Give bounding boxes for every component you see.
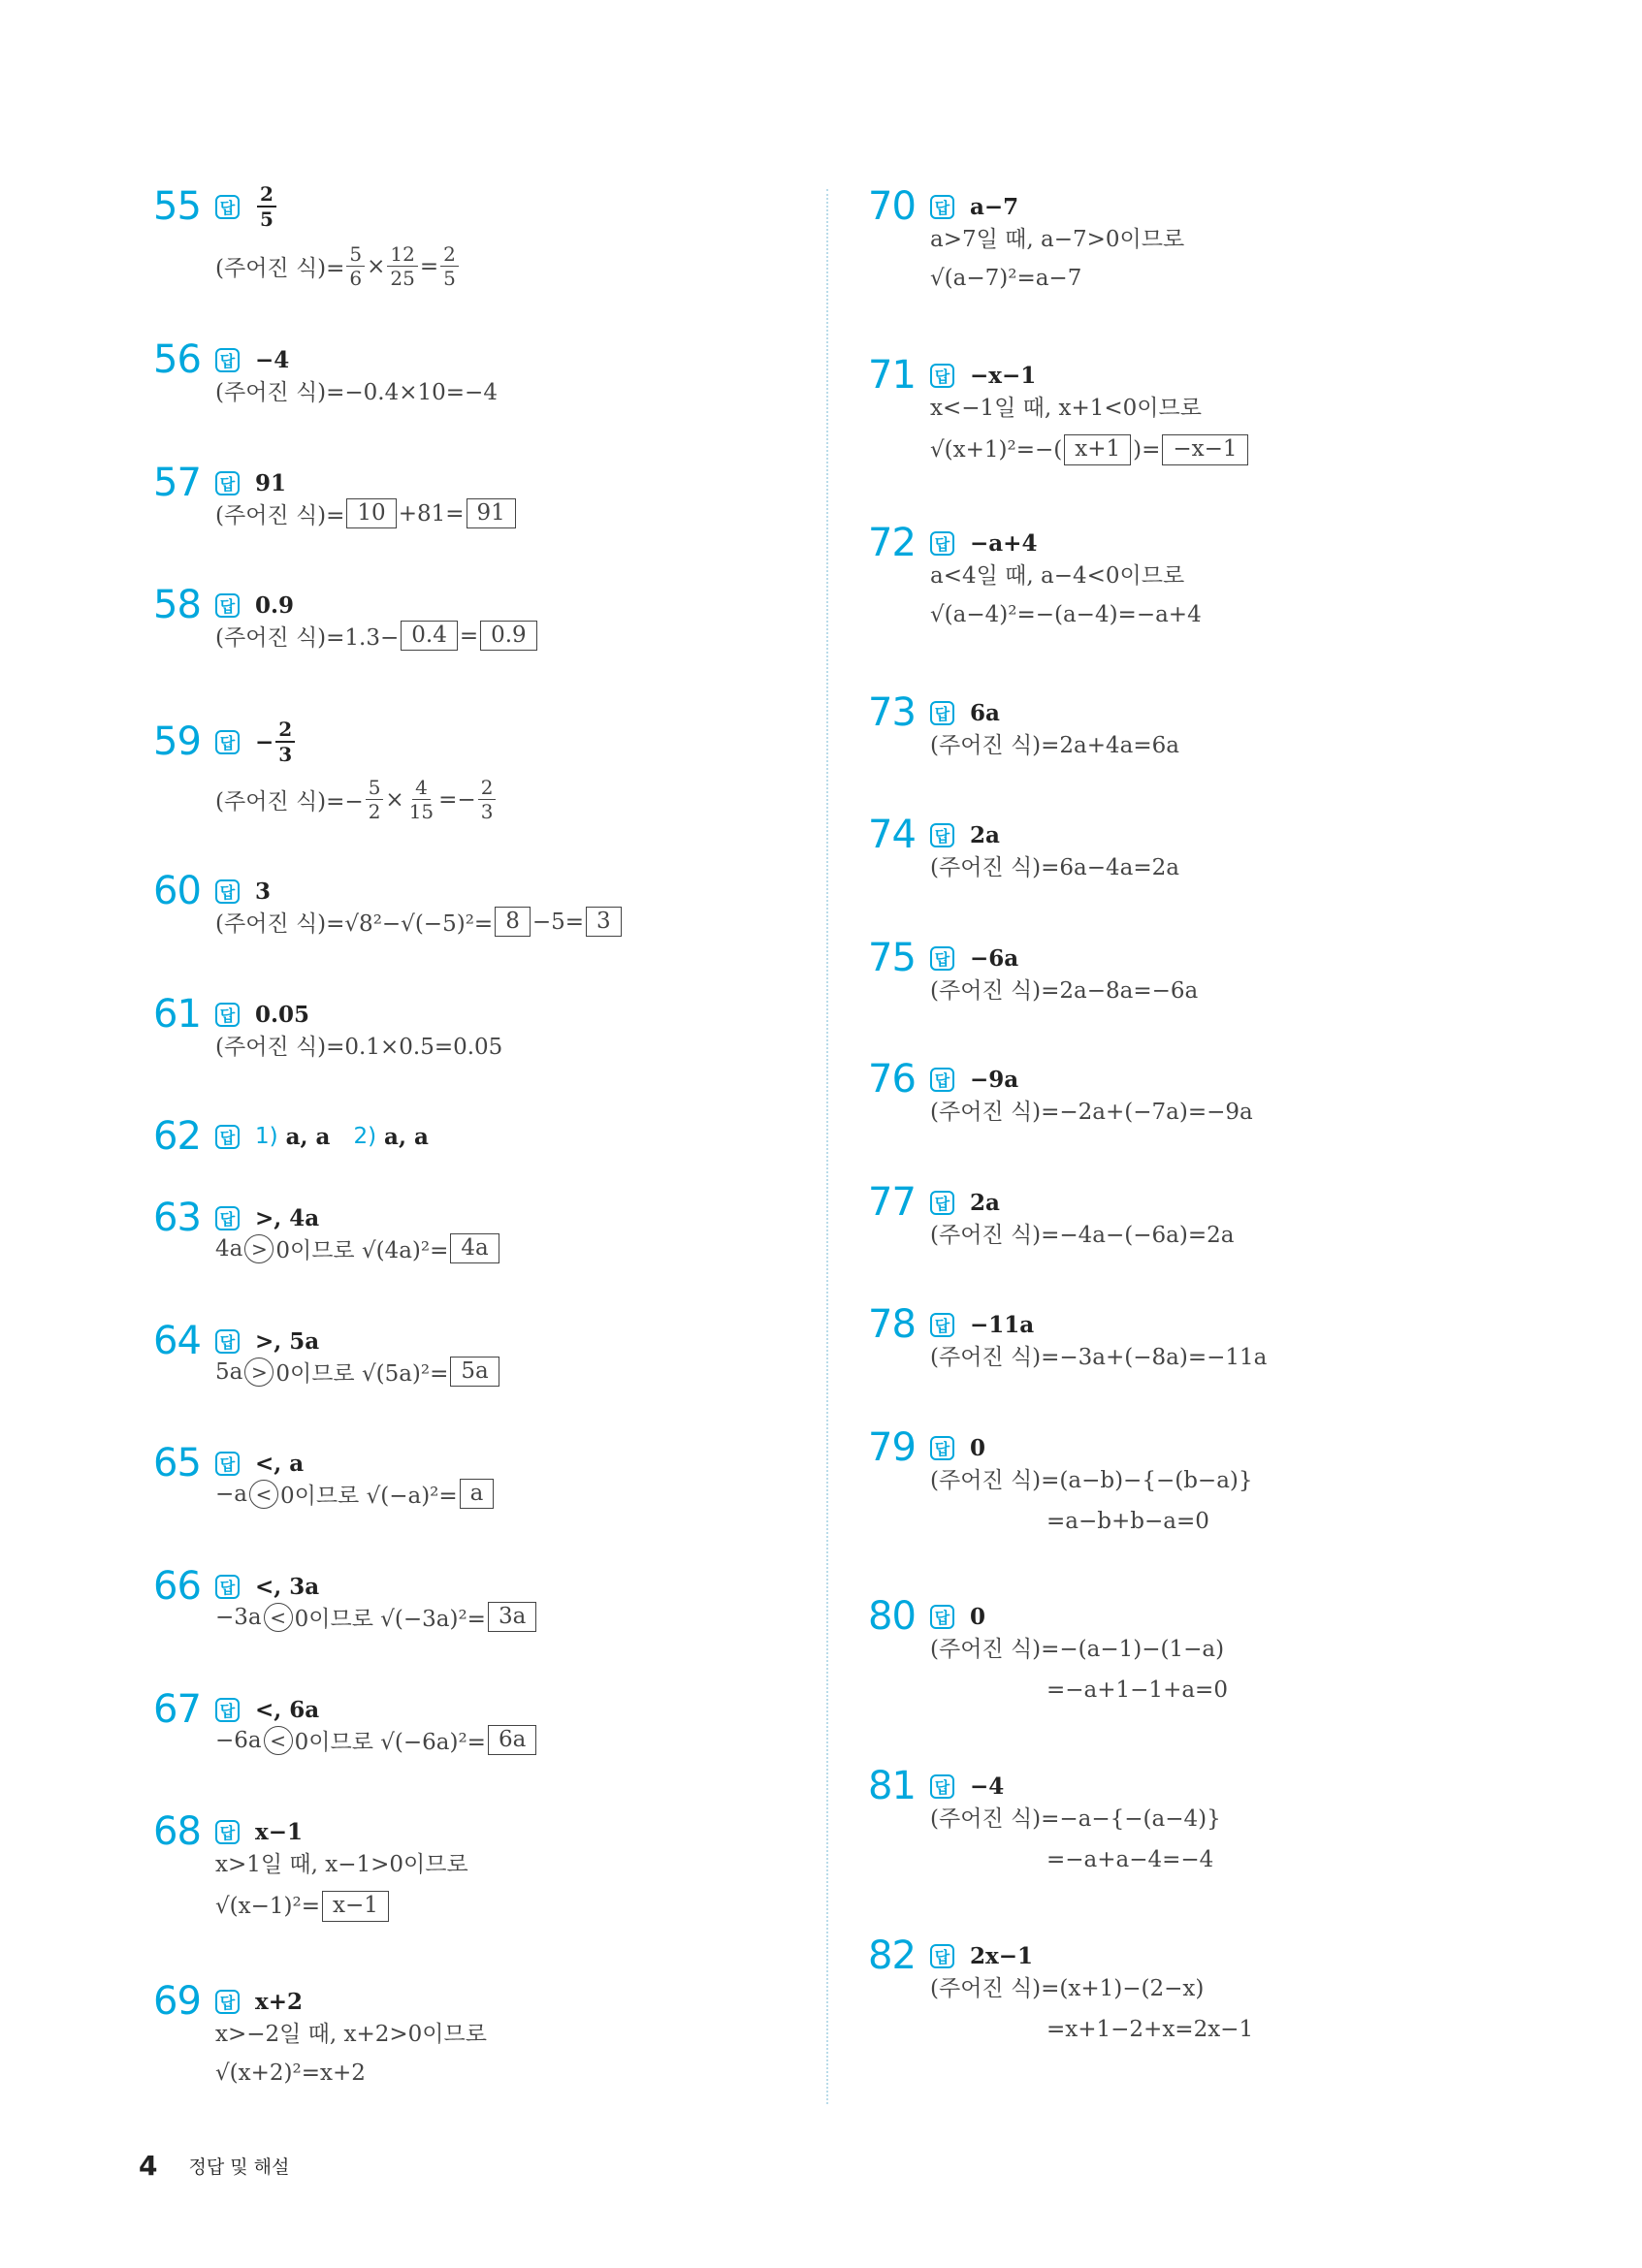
answer-tag-icon: 답 [930, 1313, 954, 1337]
answer-tag-icon: 답 [930, 1774, 954, 1799]
fraction [440, 244, 459, 288]
fraction [478, 778, 497, 821]
solution-line-1: (주어진 식)=−(a−1)−(1−a) [930, 1637, 1225, 1662]
numerator: 2 [275, 719, 295, 743]
problem-number: 73 [868, 690, 916, 735]
denominator: 15 [408, 800, 435, 823]
boxed-value: 4a [450, 1233, 499, 1264]
operator: =− [438, 786, 476, 813]
problem-number: 70 [868, 184, 916, 229]
sub-answer-number: 2) [353, 1124, 377, 1149]
answer: <, a [255, 1450, 305, 1477]
expr-text: 0이므로 √(−6a)²= [294, 1730, 486, 1755]
expr-text: √(x−1)²= [215, 1893, 320, 1919]
numerator: 2 [257, 184, 276, 208]
numerator: 5 [346, 244, 365, 267]
answer-tag-icon: 답 [930, 1436, 954, 1460]
answer: 0.05 [255, 1001, 310, 1028]
problem-number: 59 [153, 719, 201, 764]
answer: <, 3a [255, 1573, 320, 1600]
expr-text: 5a [215, 1358, 243, 1385]
problem-number: 81 [868, 1764, 916, 1808]
answer-tag-icon: 답 [215, 1698, 240, 1722]
numerator: 12 [387, 244, 417, 267]
answer-tag-icon: 답 [930, 1191, 954, 1215]
answer-tag-icon: 답 [215, 1329, 240, 1354]
answer: a−7 [970, 193, 1019, 220]
answer-fraction [257, 184, 276, 229]
answer: 2a [970, 1189, 1000, 1216]
problem-number: 68 [153, 1809, 201, 1854]
answer: −9a [970, 1066, 1019, 1093]
expr-text: −a [215, 1481, 247, 1507]
expr-text: 0이므로 √(5a)²= [275, 1361, 449, 1387]
answer-tag-icon: 답 [215, 879, 240, 904]
column-divider [826, 189, 828, 2104]
answer: 0.9 [255, 591, 295, 619]
problem-number: 61 [153, 992, 201, 1037]
operator: × [367, 253, 386, 279]
answer-tag-icon: 답 [930, 195, 954, 219]
answer-tag-icon: 답 [215, 1206, 240, 1230]
expr-text: )= [1133, 436, 1161, 463]
denominator: 5 [260, 208, 274, 231]
solution-line: (주어진 식)=−2a+(−7a)=−9a [930, 1100, 1253, 1125]
answer-tag-icon: 답 [215, 1820, 240, 1844]
answer-tag-icon: 답 [930, 531, 954, 556]
boxed-value: 0.4 [401, 621, 458, 652]
solution-line-1: x<−1일 때, x+1<0이므로 [930, 396, 1202, 421]
answer-tag-icon: 답 [930, 823, 954, 847]
solution-line [215, 778, 498, 821]
expr-text: +81= [398, 500, 465, 527]
solution-line: (주어진 식)=2a−8a=−6a [930, 978, 1199, 1004]
denominator: 3 [480, 800, 494, 823]
boxed-value: 0.9 [480, 621, 537, 652]
answer: x+2 [255, 1988, 303, 2015]
page-number: 4 [139, 2150, 158, 2182]
solution-line-2 [215, 1891, 391, 1922]
solution-line: (주어진 식)=−0.4×10=−4 [215, 380, 498, 405]
solution-line-1: (주어진 식)=(x+1)−(2−x) [930, 1976, 1205, 2001]
problem-number: 82 [868, 1933, 916, 1978]
answer-tag-icon: 답 [930, 1068, 954, 1092]
expr-text: √(x+1)²=−( [930, 436, 1063, 463]
problem-number: 67 [153, 1687, 201, 1732]
fraction [387, 244, 417, 288]
circled-sign: < [249, 1480, 278, 1509]
expr-text: −3a [215, 1604, 262, 1630]
answer-tag-icon: 답 [215, 348, 240, 372]
problem-number: 65 [153, 1441, 201, 1485]
problem-number: 60 [153, 869, 201, 913]
problem-number: 80 [868, 1594, 916, 1639]
expr-text: (주어진 식)=√8²−√(−5)²= [215, 911, 494, 937]
boxed-value: 3a [488, 1602, 536, 1633]
answer: >, 4a [255, 1204, 320, 1231]
boxed-value: x+1 [1064, 434, 1131, 465]
solution-line [215, 244, 461, 288]
solution-line-2: =−a+a−4=−4 [1046, 1847, 1214, 1872]
solution-line-2: √(a−4)²=−(a−4)=−a+4 [930, 602, 1202, 627]
solution-line [215, 906, 624, 938]
answer-tag-icon: 답 [215, 1003, 240, 1027]
answer: >, 5a [255, 1327, 320, 1355]
boxed-value: 91 [467, 498, 516, 529]
problem-number: 63 [153, 1196, 201, 1240]
answer: 0 [970, 1603, 986, 1630]
answer: x−1 [255, 1818, 303, 1845]
problem-number: 55 [153, 184, 201, 229]
answer [255, 184, 278, 229]
answer-tag-icon: 답 [215, 471, 240, 495]
circled-sign: < [264, 1603, 293, 1632]
fraction [406, 778, 436, 821]
solution-line-1: (주어진 식)=−a−{−(a−4)} [930, 1806, 1221, 1832]
expr-text: 4a [215, 1235, 243, 1262]
solution-line-1: x>1일 때, x−1>0이므로 [215, 1852, 468, 1877]
problem-number: 79 [868, 1425, 916, 1470]
problem-number: 75 [868, 936, 916, 980]
answer: −4 [970, 1773, 1005, 1800]
boxed-value: x−1 [322, 1891, 389, 1922]
expr-text: (주어진 식)=− [215, 789, 364, 815]
solution-line [215, 1478, 496, 1510]
boxed-value: 6a [488, 1725, 536, 1756]
fraction [346, 244, 365, 288]
problem-number: 69 [153, 1979, 201, 2024]
solution-line-2 [930, 434, 1250, 465]
boxed-value: 8 [495, 907, 531, 938]
operator: × [385, 786, 404, 813]
problem-number: 74 [868, 813, 916, 857]
solution-line-2: =−a+1−1+a=0 [1046, 1677, 1228, 1703]
circled-sign: > [244, 1358, 274, 1387]
denominator: 5 [443, 267, 456, 290]
problem-number: 71 [868, 353, 916, 398]
answer-tag-icon: 답 [215, 195, 240, 219]
sub-answer: a, a [285, 1123, 331, 1150]
solution-line-1: a<4일 때, a−4<0이므로 [930, 563, 1185, 589]
answer [255, 719, 297, 764]
problem-number: 57 [153, 461, 201, 505]
problem-number: 76 [868, 1057, 916, 1102]
solution-line [215, 1724, 538, 1756]
circled-sign: < [264, 1726, 293, 1755]
denominator: 3 [278, 743, 293, 766]
answer: −6a [970, 944, 1019, 972]
answer-sign: − [255, 728, 274, 755]
answer-tag-icon: 답 [930, 1605, 954, 1629]
expr-text: = [459, 623, 479, 649]
problem-number: 78 [868, 1302, 916, 1347]
answer: 2a [970, 821, 1000, 848]
answer-tag-icon: 답 [215, 1452, 240, 1476]
answer: −a+4 [970, 529, 1038, 557]
circled-sign: > [244, 1234, 274, 1263]
answer-tag-icon: 답 [215, 1575, 240, 1599]
answer-fraction [275, 719, 295, 764]
expr-text: (주어진 식)= [215, 503, 345, 528]
expr-text: (주어진 식)= [215, 256, 345, 281]
problem-number: 66 [153, 1564, 201, 1609]
boxed-value: a [460, 1479, 495, 1510]
problem-number: 72 [868, 521, 916, 565]
expr-text: 0이므로 √(−3a)²= [294, 1607, 486, 1632]
numerator: 5 [366, 778, 384, 800]
problem-number: 62 [153, 1114, 201, 1159]
fraction [366, 778, 384, 821]
numerator: 2 [440, 244, 459, 267]
boxed-value: 3 [586, 907, 622, 938]
solution-line: (주어진 식)=−3a+(−8a)=−11a [930, 1345, 1268, 1370]
answer: 2x−1 [970, 1942, 1033, 1969]
expr-text: −5= [531, 909, 585, 935]
answer: 3 [255, 878, 272, 905]
solution-line [215, 1356, 501, 1388]
sub-answer: a, a [384, 1123, 429, 1150]
expr-text: (주어진 식)=1.3− [215, 625, 400, 651]
answer: <, 6a [255, 1696, 320, 1723]
solution-line [215, 620, 539, 652]
solution-line [215, 1601, 538, 1633]
denominator: 2 [368, 800, 381, 823]
solution-line-2: √(x+2)²=x+2 [215, 2060, 366, 2086]
expr-text: 0이므로 √(4a)²= [275, 1238, 449, 1263]
solution-line: (주어진 식)=6a−4a=2a [930, 855, 1179, 880]
answer-tag-icon: 답 [930, 1944, 954, 1968]
answer-tag-icon: 답 [215, 1990, 240, 2014]
answer: 6a [970, 699, 1000, 726]
expr-text: −6a [215, 1727, 262, 1753]
sub-answer-number: 1) [255, 1124, 278, 1149]
answer-tag-icon: 답 [215, 1125, 240, 1149]
answer-tag-icon: 답 [215, 730, 240, 754]
solution-line-2: =x+1−2+x=2x−1 [1046, 2017, 1254, 2042]
answer-tag-icon: 답 [930, 701, 954, 725]
numerator: 2 [478, 778, 497, 800]
solution-line [215, 1232, 501, 1264]
denominator: 6 [349, 267, 363, 290]
boxed-value: −x−1 [1162, 434, 1247, 465]
answer-tag-icon: 답 [930, 364, 954, 388]
solution-line-1: x>−2일 때, x+2>0이므로 [215, 2022, 487, 2047]
boxed-value: 5a [450, 1357, 499, 1388]
solution-line-2: =a−b+b−a=0 [1046, 1509, 1209, 1534]
solution-line: (주어진 식)=−4a−(−6a)=2a [930, 1223, 1235, 1248]
numerator: 4 [412, 778, 431, 800]
expr-text: 0이므로 √(−a)²= [279, 1484, 458, 1509]
answer: 91 [255, 469, 287, 496]
denominator: 25 [390, 267, 415, 290]
solution-line [215, 497, 518, 529]
problem-number: 56 [153, 337, 201, 382]
answer: −x−1 [970, 362, 1037, 389]
answer-tag-icon: 답 [215, 593, 240, 618]
page-footer [139, 2150, 289, 2182]
page-footer-label: 정답 및 해설 [188, 2156, 290, 2178]
operator: = [419, 253, 439, 279]
problem-number: 77 [868, 1180, 916, 1225]
answer: −11a [970, 1311, 1035, 1338]
solution-line-1: (주어진 식)=(a−b)−{−(b−a)} [930, 1468, 1253, 1493]
solution-line-2: √(a−7)²=a−7 [930, 266, 1082, 291]
answer [255, 1124, 429, 1150]
solution-line-1: a>7일 때, a−7>0이므로 [930, 227, 1185, 252]
solution-line: (주어진 식)=2a+4a=6a [930, 733, 1179, 758]
answer: −4 [255, 346, 290, 373]
boxed-value: 10 [346, 498, 396, 529]
solution-line: (주어진 식)=0.1×0.5=0.05 [215, 1035, 503, 1060]
problem-number: 64 [153, 1319, 201, 1363]
answer-tag-icon: 답 [930, 946, 954, 971]
answer: 0 [970, 1434, 986, 1461]
problem-number: 58 [153, 583, 201, 627]
